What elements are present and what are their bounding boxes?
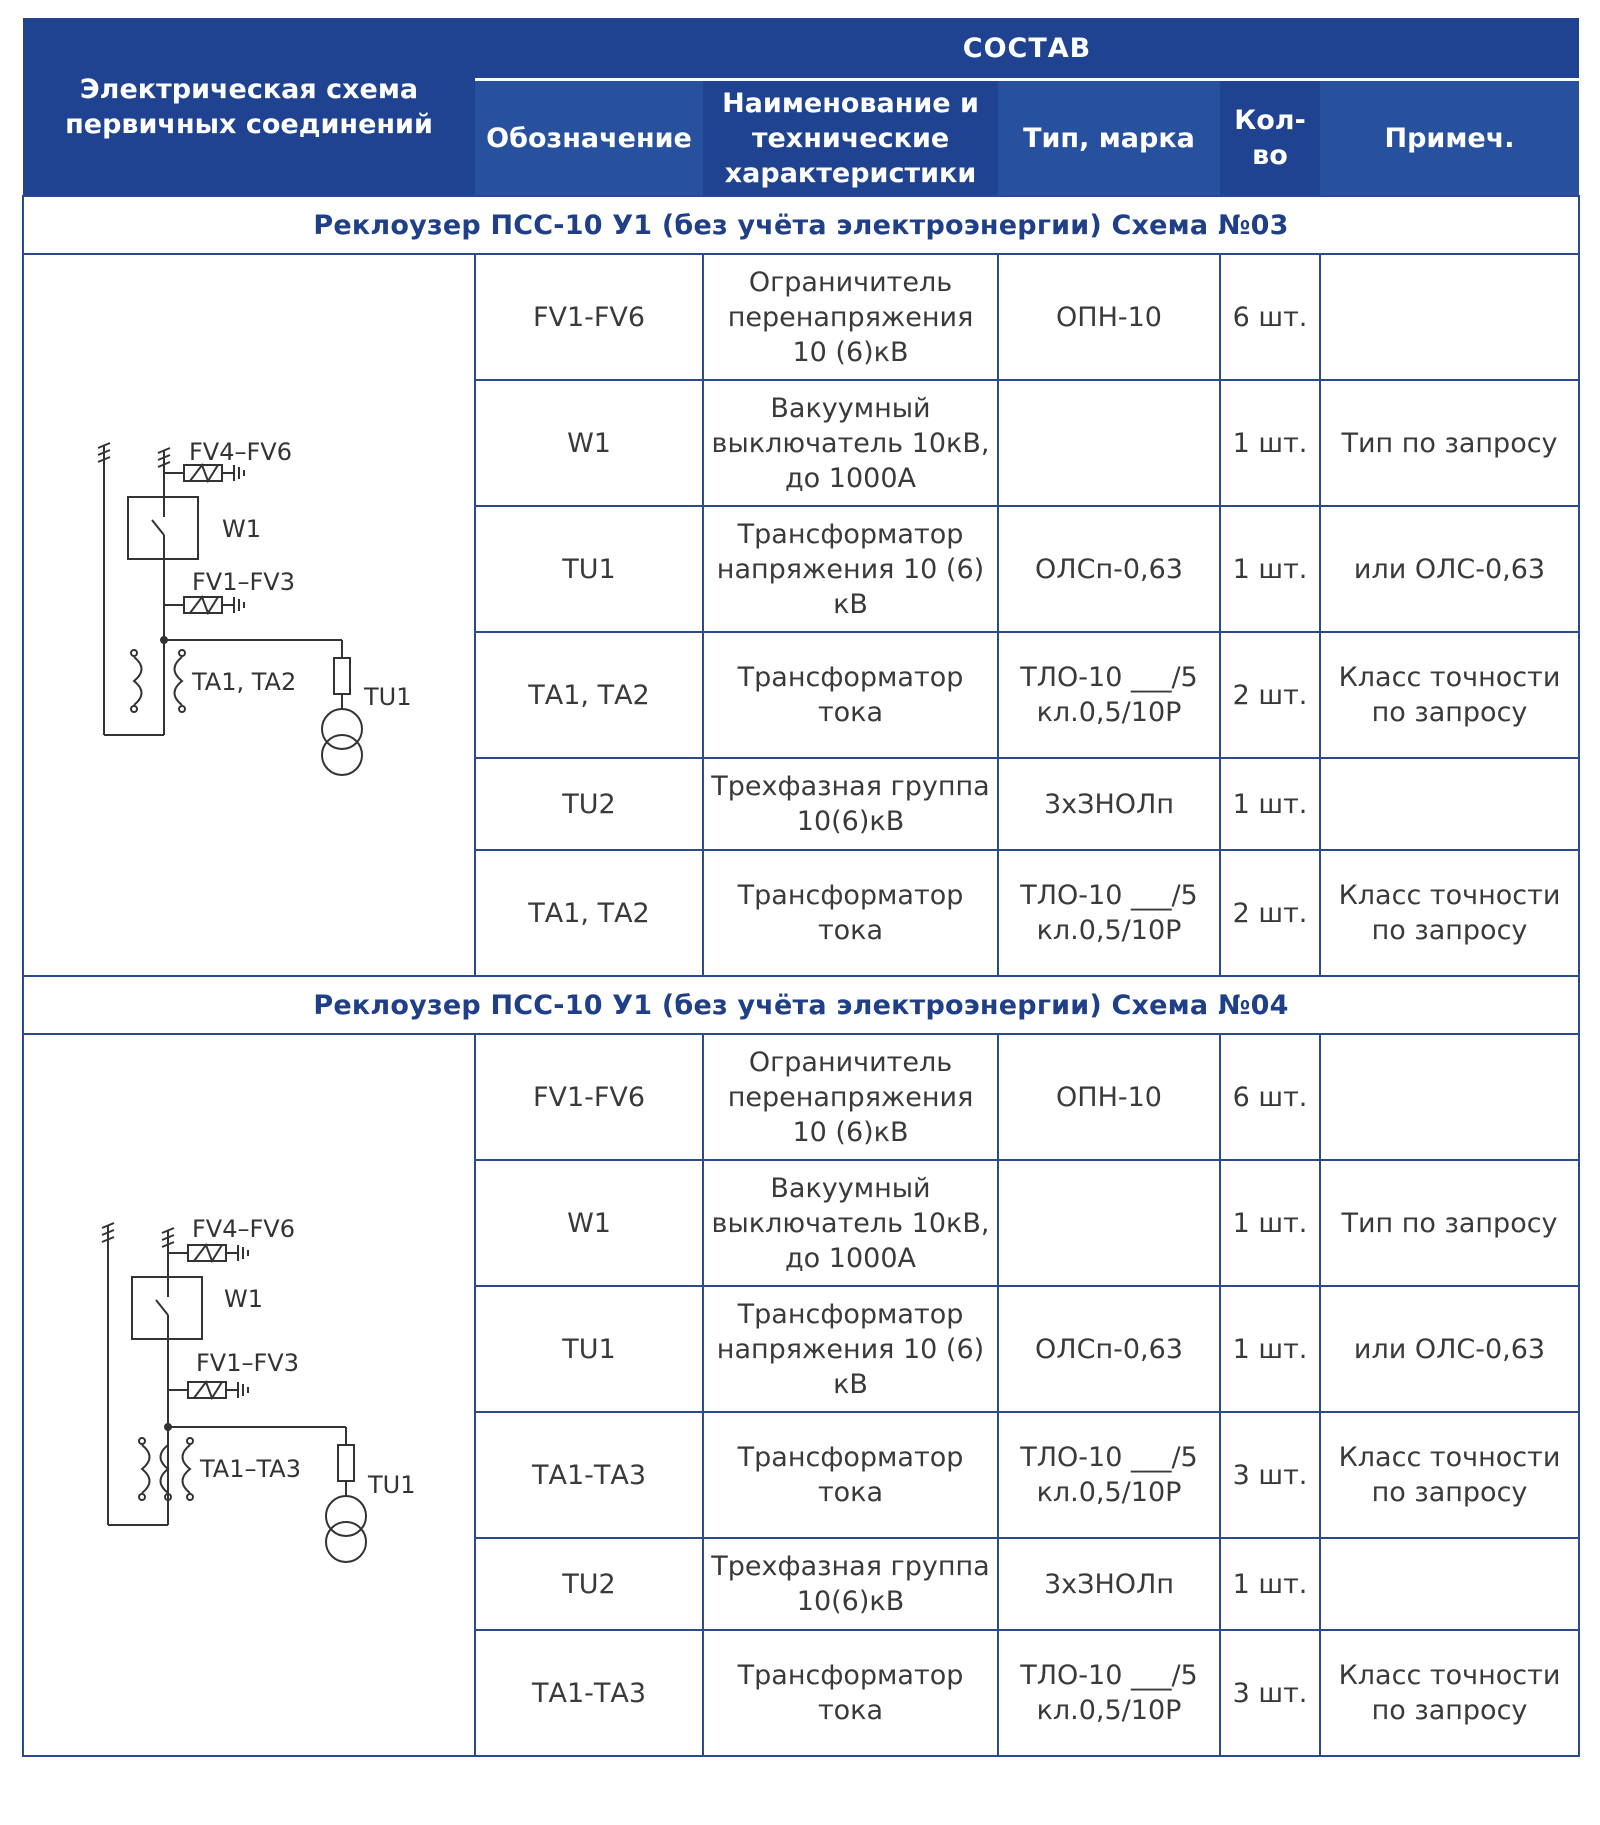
cell-name: Трансформатор тока [703, 850, 998, 976]
cell-name: Ограничитель перенапряжения 10 (6)кВ [703, 254, 998, 380]
cell-designation: TU1 [475, 506, 703, 632]
fuse-icon [338, 1445, 354, 1481]
cell-qty: 1 шт. [1220, 1538, 1320, 1630]
current-transformer-icon [183, 1445, 191, 1493]
header-scheme-column: Электрическая схема первичных соединений [23, 18, 475, 196]
voltage-transformer-icon [326, 1522, 366, 1562]
cell-qty: 2 шт. [1220, 632, 1320, 758]
current-transformer-icon [131, 706, 137, 712]
cell-name: Трансформатор напряжения 10 (6) кВ [703, 1286, 998, 1412]
cell-type: ОПН-10 [998, 1034, 1220, 1160]
cell-name: Вакуумный выключатель 10кВ, до 1000А [703, 380, 998, 506]
cell-qty: 1 шт. [1220, 380, 1320, 506]
header-type: Тип, марка [998, 80, 1220, 197]
single-line-diagram-03 [24, 265, 476, 965]
diagram-label-breaker: W1 [222, 515, 261, 543]
current-transformer-icon [139, 1438, 145, 1444]
cell-qty: 6 шт. [1220, 1034, 1320, 1160]
header-composition: СОСТАВ [475, 18, 1579, 80]
current-transformer-icon [179, 706, 185, 712]
section-2 [23, 976, 1579, 1756]
cell-designation: FV1-FV6 [475, 254, 703, 380]
cell-note: Класс точности по запросу [1320, 850, 1579, 976]
cell-qty: 3 шт. [1220, 1630, 1320, 1756]
scheme-cell [23, 1034, 475, 1756]
table-row [23, 254, 1579, 380]
cell-name: Вакуумный выключатель 10кВ, до 1000А [703, 1160, 998, 1286]
section-1 [23, 196, 1579, 976]
cell-designation: ТА1, ТА2 [475, 850, 703, 976]
diagram-label-ct: TA1, TA2 [192, 668, 297, 696]
diagram-label-vt: TU1 [364, 683, 412, 711]
voltage-transformer-icon [322, 709, 362, 749]
section-title: Реклоузер ПСС-10 У1 (без учёта электроэнергии) Схема №03 [23, 196, 1579, 254]
cell-name: Трансформатор напряжения 10 (6) кВ [703, 506, 998, 632]
current-transformer-icon [131, 650, 137, 656]
cell-designation: FV1-FV6 [475, 1034, 703, 1160]
cell-name: Трансформатор тока [703, 1630, 998, 1756]
scheme-cell [23, 254, 475, 976]
cell-name: Трансформатор тока [703, 632, 998, 758]
cell-type: ОЛСп-0,63 [998, 1286, 1220, 1412]
cell-type: ТЛО-10 ___/5 кл.0,5/10Р [998, 1630, 1220, 1756]
cell-type: 3хЗНОЛп [998, 758, 1220, 850]
diagram-label-vt: TU1 [368, 1471, 416, 1499]
composition-table-sheet [22, 18, 1578, 1757]
current-transformer-icon [187, 1494, 193, 1500]
cell-qty: 6 шт. [1220, 254, 1320, 380]
cell-designation: TU1 [475, 1286, 703, 1412]
composition-table [22, 18, 1580, 1757]
voltage-transformer-icon [326, 1496, 366, 1536]
table-row [23, 1034, 1579, 1160]
cell-type: ТЛО-10 ___/5 кл.0,5/10Р [998, 632, 1220, 758]
table-header [23, 18, 1579, 196]
cell-designation: ТА1-ТА3 [475, 1630, 703, 1756]
cell-note [1320, 1538, 1579, 1630]
cell-note: Класс точности по запросу [1320, 1412, 1579, 1538]
cell-designation: W1 [475, 1160, 703, 1286]
single-line-diagram-04 [24, 1045, 476, 1745]
cell-designation: TU2 [475, 758, 703, 850]
diagram-label-fv-top: FV4–FV6 [189, 438, 292, 466]
current-transformer-icon [161, 1445, 169, 1493]
breaker-switch-icon [156, 1300, 168, 1315]
cell-note: Класс точности по запросу [1320, 632, 1579, 758]
cell-type: ОПН-10 [998, 254, 1220, 380]
cell-type [998, 380, 1220, 506]
cell-qty: 1 шт. [1220, 1286, 1320, 1412]
cell-note: или ОЛС-0,63 [1320, 506, 1579, 632]
fuse-icon [334, 658, 350, 694]
cell-designation: ТА1-ТА3 [475, 1412, 703, 1538]
cell-qty: 1 шт. [1220, 758, 1320, 850]
current-transformer-icon [142, 1445, 150, 1493]
cell-type [998, 1160, 1220, 1286]
cell-note [1320, 254, 1579, 380]
cell-note: Класс точности по запросу [1320, 1630, 1579, 1756]
cell-type: 3хЗНОЛп [998, 1538, 1220, 1630]
cell-designation: ТА1, ТА2 [475, 632, 703, 758]
cell-note: Тип по запросу [1320, 1160, 1579, 1286]
cell-qty: 1 шт. [1220, 1160, 1320, 1286]
cell-note: Тип по запросу [1320, 380, 1579, 506]
current-transformer-icon [179, 650, 185, 656]
surge-arrester-icon [194, 1245, 222, 1261]
cell-name: Трехфазная группа 10(6)кВ [703, 758, 998, 850]
header-designation: Обозначение [475, 80, 703, 197]
diagram-label-ct: TA1–TA3 [200, 1455, 301, 1483]
cell-name: Ограничитель перенапряжения 10 (6)кВ [703, 1034, 998, 1160]
section-title: Реклоузер ПСС-10 У1 (без учёта электроэнергии) Схема №04 [23, 976, 1579, 1034]
diagram-label-fv-bottom: FV1–FV3 [192, 568, 295, 596]
cell-name: Трехфазная группа 10(6)кВ [703, 1538, 998, 1630]
current-transformer-icon [134, 657, 142, 705]
cell-type: ОЛСп-0,63 [998, 506, 1220, 632]
cell-qty: 1 шт. [1220, 506, 1320, 632]
current-transformer-icon [139, 1494, 145, 1500]
cell-type: ТЛО-10 ___/5 кл.0,5/10Р [998, 850, 1220, 976]
breaker-switch-icon [152, 520, 164, 535]
cell-designation: W1 [475, 380, 703, 506]
header-name: Наименование и технические характеристики [703, 80, 998, 197]
cell-qty: 2 шт. [1220, 850, 1320, 976]
header-qty: Кол-во [1220, 80, 1320, 197]
cell-note [1320, 1034, 1579, 1160]
cell-note [1320, 758, 1579, 850]
surge-arrester-icon [190, 597, 218, 613]
current-transformer-icon [175, 657, 183, 705]
cell-note: или ОЛС-0,63 [1320, 1286, 1579, 1412]
cell-name: Трансформатор тока [703, 1412, 998, 1538]
diagram-label-fv-bottom: FV1–FV3 [196, 1349, 299, 1377]
header-note: Примеч. [1320, 80, 1579, 197]
surge-arrester-icon [194, 1382, 222, 1398]
cell-type: ТЛО-10 ___/5 кл.0,5/10Р [998, 1412, 1220, 1538]
surge-arrester-icon [190, 465, 218, 481]
diagram-label-fv-top: FV4–FV6 [192, 1215, 295, 1243]
cell-designation: TU2 [475, 1538, 703, 1630]
current-transformer-icon [187, 1438, 193, 1444]
diagram-label-breaker: W1 [224, 1285, 263, 1313]
voltage-transformer-icon [322, 735, 362, 775]
cell-qty: 3 шт. [1220, 1412, 1320, 1538]
